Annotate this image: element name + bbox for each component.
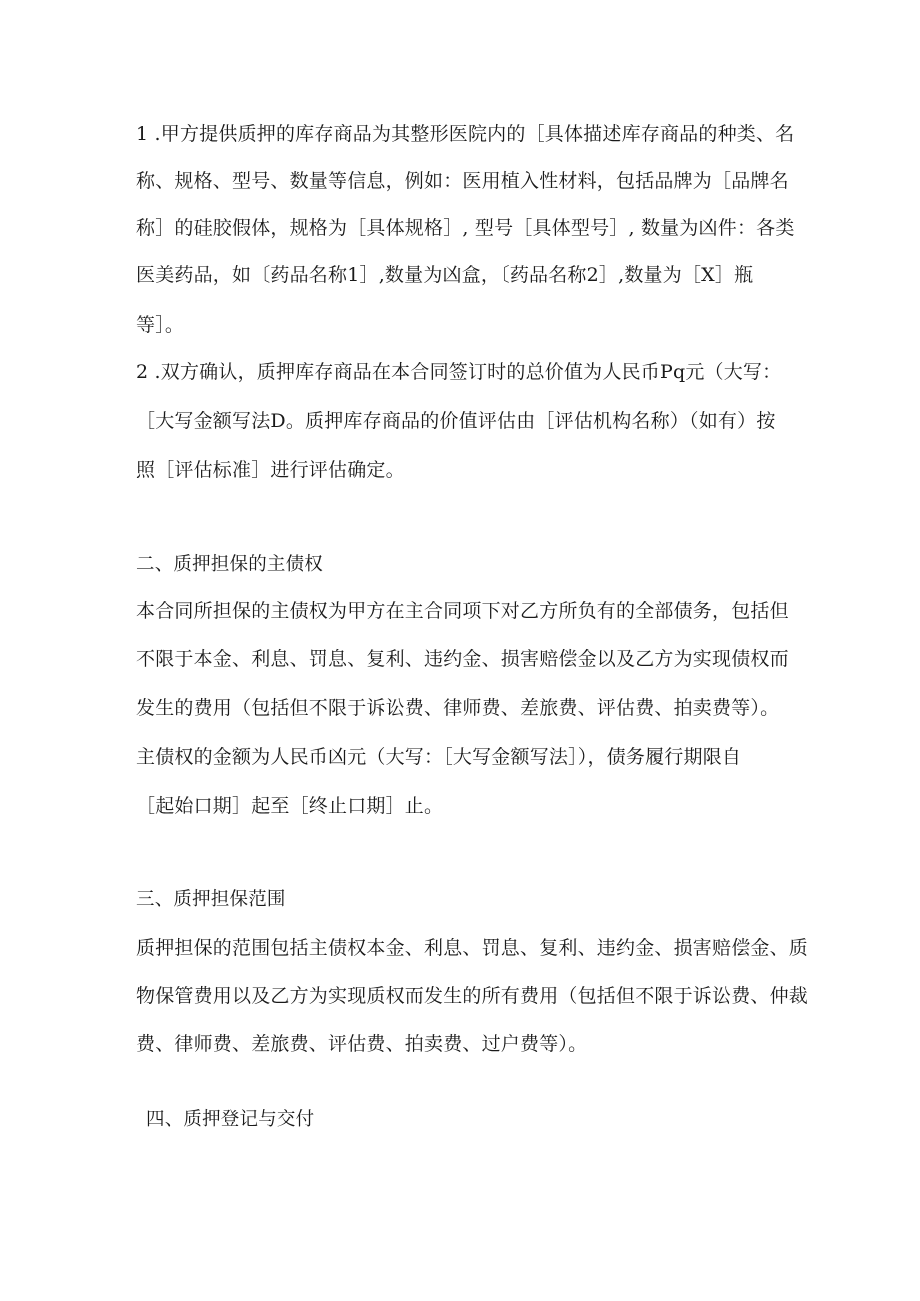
paragraph-line: 主债权的金额为人民币凶元（大写：［大写金额写法］），债务履行期限自: [136, 746, 742, 768]
paragraph-line: 发生的费用（包括但不限于诉讼费、律师费、差旅费、评估费、拍卖费等）。: [136, 697, 780, 719]
paragraph-line: 照［评估标准］进行评估确定。: [136, 459, 405, 481]
section-heading: 二、质押担保的主债权: [136, 554, 324, 575]
paragraph-line: 本合同所担保的主债权为甲方在主合同项下对乙方所负有的全部债务，包括但: [136, 600, 789, 622]
paragraph-line: 1 .甲方提供质押的库存商品为其整形医院内的［具体描述库存商品的种类、名: [136, 123, 795, 145]
paragraph-line: 质押担保的范围包括主债权本金、利息、罚息、复利、违约金、损害赔偿金、质: [136, 937, 809, 959]
paragraph-line: 费、律师费、差旅费、评估费、拍卖费、过户费等）。: [136, 1033, 588, 1055]
paragraph-line: 医美药品，如〔药品名称1］,数量为凶盒，〔药品名称2］,数量为［X］瓶: [136, 264, 754, 286]
paragraph-line: 称］的硅胶假体，规格为［具体规格］, 型号［具体型号］, 数量为凶件：各类: [136, 217, 795, 239]
paragraph-line: 称、规格、型号、数量等信息，例如：医用植入性材料，包括品牌为［品牌名: [136, 170, 789, 192]
paragraph-line: 等］。: [136, 314, 185, 336]
section-heading: 三、质押担保范围: [136, 889, 286, 910]
paragraph-line: ［起始口期］起至［终止口期］止。: [136, 795, 444, 817]
paragraph-line: 不限于本金、利息、罚息、复利、违约金、损害赔偿金以及乙方为实现债权而: [136, 648, 789, 670]
paragraph-line: ［大写金额写法D。质押库存商品的价值评估由［评估机构名称）（如有）按: [136, 410, 776, 432]
section-heading: 四、质押登记与交付: [146, 1109, 315, 1130]
paragraph-line: 2 .双方确认，质押库存商品在本合同签订时的总价值为人民币Pq元（大写：: [136, 361, 782, 383]
paragraph-line: 物保管费用以及乙方为实现质权而发生的所有费用（包括但不限于诉讼费、仲裁: [136, 985, 809, 1007]
